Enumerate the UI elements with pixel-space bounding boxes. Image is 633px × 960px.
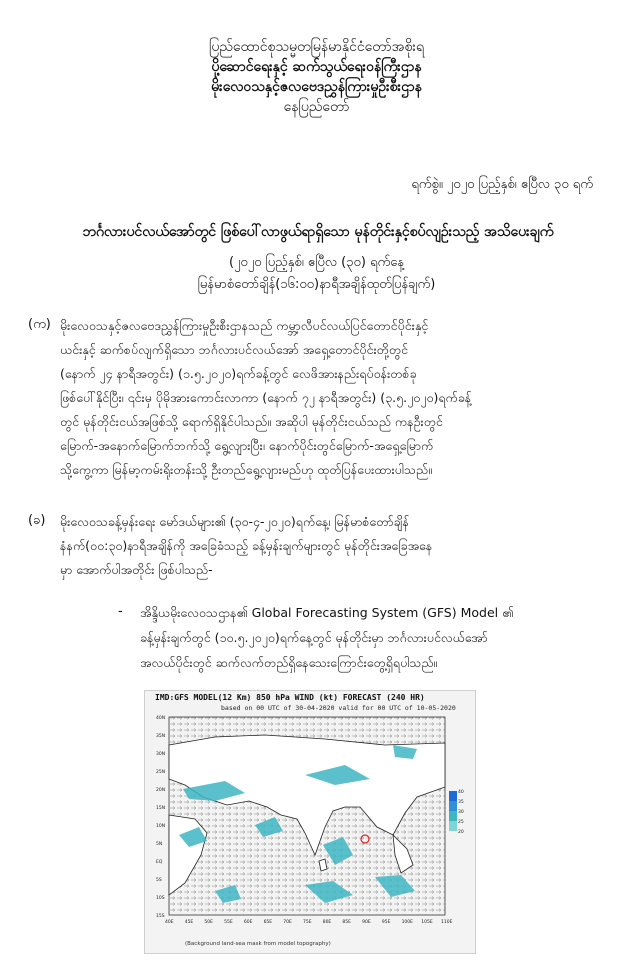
header-ministry: ပို့ဆောင်ရေးနှင့် ဆက်သွယ်ရေးဝန်ကြီးဌာန [211, 59, 422, 75]
document-title: ဘင်္ဂလားပင်လယ်အော်တွင် ဖြစ်ပေါ်လာဖွယ်ရာရှိသော မုန်တိုင်းနှင့်စပ်လျဉ်းသည့် အသိပေးချက် [82, 224, 554, 240]
map-x-tick-label: 110E [441, 920, 453, 925]
map-y-tick-label: 30N [156, 752, 166, 757]
legend-label: 20 [458, 830, 464, 835]
map-x-tick-label: 85E [342, 920, 352, 925]
legend-label: 35 [458, 800, 464, 805]
bullet-dash: - [118, 604, 123, 619]
map-y-tick-label: 5S [156, 878, 162, 883]
map-y-tick-label: EQ [156, 860, 163, 865]
map-x-tick-label: 75E [303, 920, 312, 925]
legend-label: 40 [458, 790, 464, 795]
paragraph-line: မှာ အောက်ပါအတိုင်း ဖြစ်ပါသည်- [60, 562, 213, 577]
map-x-tick-label: 40E [165, 920, 174, 925]
legend-label: 25 [458, 820, 464, 825]
map-footnote: (Background land-sea mask from model topography) [185, 941, 331, 947]
paragraph-ka [60, 314, 590, 482]
paragraph-line: နံနက်(၀၀:၃၀)နာရီအချိန်ကို အခြေခံသည့် ခန့်မှန်းချက်များတွင် မုန်တိုင်းအခြေအနေ [60, 538, 433, 553]
map-x-tick-label: 45E [184, 920, 194, 925]
map-x-tick-label: 105E [421, 920, 433, 925]
map-x-tick-label: 100E [401, 920, 414, 925]
map-x-tick-label: 70E [283, 920, 292, 925]
document-subtitle-date: (၂၀၂၀ ပြည့်နှစ်၊ ဧပြီလ (၃၀) ရက်နေ့ [228, 255, 405, 270]
document-subtitle-time: မြန်မာစံတော်ချိန်(၁၆:၀၀)နာရီအချိန်ထုတ်ပြန်ချက်) [197, 277, 436, 292]
header-city: နေပြည်တော် [283, 99, 350, 115]
map-y-tick-label: 40N [156, 716, 166, 721]
map-x-tick-label: 60E [243, 920, 253, 925]
bullet-line: အလယ်ပိုင်းတွင် ဆက်လက်တည်ရှိနေသေးကြောင်းတွေ့ရှိရပါသည်။ [140, 655, 438, 670]
map-y-tick-label: 10N [156, 824, 166, 829]
legend-colorbar [449, 791, 457, 831]
forecast-map-image [144, 690, 476, 954]
map-x-tick-label: 80E [322, 920, 332, 925]
map-y-tick-label: 20N [156, 788, 166, 793]
map-y-tick-label: 15S [156, 914, 165, 919]
map-x-tick-label: 95E [381, 920, 391, 925]
paragraph-number-kha: (ခ) [28, 513, 46, 528]
bullet-item-gfs [140, 600, 600, 675]
map-y-tick-label: 25N [156, 770, 166, 775]
legend-label: 30 [458, 810, 464, 815]
paragraph-kha [60, 510, 590, 582]
map-y-tick-label: 5N [156, 842, 163, 847]
map-y-tick-label: 15N [156, 806, 166, 811]
map-x-tick-label: 90E [362, 920, 371, 925]
map-subtitle: based on 00 UTC of 30-04-2020 valid for 00 UTC of 10-05-2020 [221, 704, 456, 712]
map-y-tick-label: 10S [156, 896, 165, 901]
header-government: ပြည်ထောင်စုသမ္မတမြန်မာနိုင်ငံတော်အစိုးရ [209, 39, 424, 55]
paragraph-line: ယင်းနှင့် ဆက်စပ်လျက်ရှိသော ဘင်္ဂလားပင်လယ်အော် အရှေ့တောင်ပိုင်းတို့တွင် [60, 342, 408, 357]
header-department: မိုးလေဝသနှင့်ဇလဗေဒညွှန်ကြားမှုဦးစီးဌာန [211, 79, 422, 95]
document-date: ရက်စွဲ။ ၂၀၂၀ ပြည့်နှစ်၊ ဧပြီလ ၃၀ ရက် [411, 177, 593, 192]
paragraph-number-ka: (က) [28, 317, 51, 332]
bullet-line: ခန့်မှန်းချက်တွင် (၁၀.၅.၂၀၂၀)ရက်နေ့တွင် မုန်တိုင်းမှာ ဘင်္ဂလားပင်လယ်အော် [140, 630, 488, 645]
map-x-tick-label: 65E [263, 920, 273, 925]
map-title: IMD:GFS MODEL(12 Km) 850 hPa WIND (kt) FORECAST (240 HR) [155, 693, 425, 702]
map-x-tick-label: 55E [224, 920, 233, 925]
paragraph-line: မိုးလေဝသခန့်မှန်းရေး မော်ဒယ်များ၏ (၃၀-၄-၂၀၂၀)ရက်နေ့၊ မြန်မာစံတော်ချိန် [60, 514, 410, 529]
paragraph-line: (နောက် ၂၄ နာရီအတွင်း) (၁.၅.၂၀၂၀)ရက်ခန့်တွင် လေဖိအားနည်းရပ်ဝန်းတစ်ခု [60, 366, 417, 381]
paragraph-line: မိုးလေဝသနှင့်ဇလဗေဒညွှန်ကြားမှုဦးစီးဌာနသည် ကမ္ဘာ့လီပင်လယ်ပြင်တောင်ပိုင်းနှင့် [60, 318, 429, 333]
paragraph-line: ဖြစ်ပေါ်နိုင်ပြီး၊ ၎င်းမှ ပိုမိုအားကောင်းလာကာ (နောက် ၇၂ နာရီအတွင်း) (၃.၅.၂၀၂၀)ရက်ခန့် [60, 390, 472, 405]
paragraph-line: တွင် မုန်တိုင်းငယ်အဖြစ်သို့ ရောက်ရှိနိုင်ပါသည်။ အဆိုပါ မုန်တိုင်းငယ်သည် ကနဦးတွင် [60, 414, 443, 429]
bullet-line: အိန္ဒိယမိုးလေဝသဌာန၏ Global Forecasting System (GFS) Model ၏ [140, 605, 514, 620]
paragraph-line: သို့ကွေ့ကာ မြန်မာ့ကမ်းရိုးတန်းသို့ ဦးတည်ရွေ့လျားမည်ဟု ထုတ်ပြန်ပေးထားပါသည်။ [60, 462, 432, 477]
map-x-tick-label: 50E [204, 920, 214, 925]
map-y-tick-label: 35N [156, 734, 166, 739]
paragraph-line: မြောက်-အနောက်မြောက်ဘက်သို့ ရွေ့လျားပြီး၊ နောက်ပိုင်းတွင်မြောက်-အရှေ့မြောက် [60, 438, 434, 453]
wind-map [155, 715, 465, 937]
